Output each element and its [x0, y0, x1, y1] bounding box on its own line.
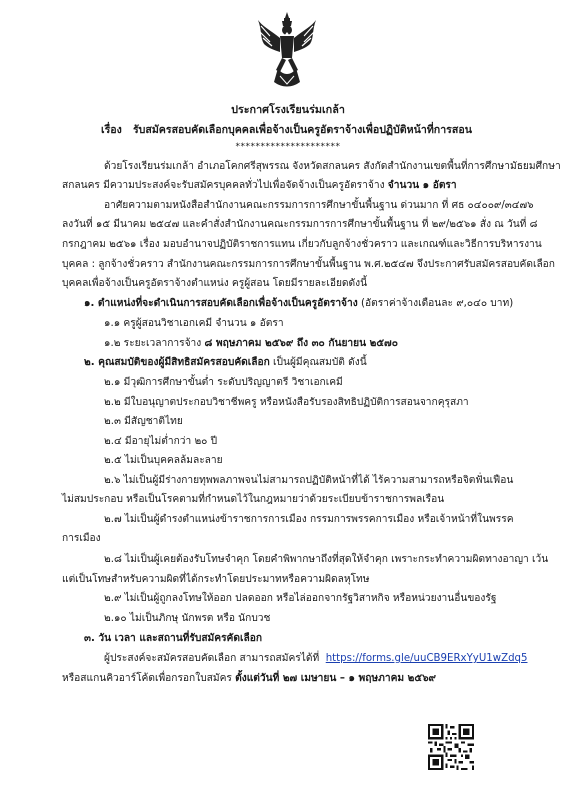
section2-heading [84, 356, 367, 370]
qualification-item: ๒.๕ ไม่เป็นบุคคลล้มละลาย [104, 455, 223, 466]
intro-line-1: ด้วยโรงเรียนร่มเกล้า อำเภอโคกศรีสุพรรณ จังหวัดสกลนคร สังกัดสำนักงานเขตพื้นที่การศึกษามัธยมศึกษา [104, 161, 561, 172]
subject-prefix: เรื่อง [101, 124, 122, 136]
application-scan-text: หรือสแกนคิวอาร์โค้ดเพื่อกรอกใบสมัคร [62, 673, 232, 684]
section1-heading [84, 297, 513, 311]
qualification-item: ๒.๙ ไม่เป็นผู้ถูกลงโทษให้ออก ปลดออก หรือไล่ออกจากรัฐวิสาหกิจ หรือหน่วยงานอื่นของรัฐ [104, 593, 497, 604]
subject-line [101, 123, 472, 137]
qr-code-icon[interactable] [428, 724, 474, 770]
section2-heading-text: ๒. คุณสมบัติของผู้มีสิทธิสมัครสอบคัดเลือก [84, 357, 270, 368]
application-line-2 [62, 672, 436, 686]
subject-text: รับสมัครสอบคัดเลือกบุคคลเพื่อจ้างเป็นครูอัตราจ้างเพื่อปฏิบัติหน้าที่การสอน [132, 124, 472, 136]
qualification-item-cont: ไม่สมประกอบ หรือเป็นโรคตามที่กำหนดไว้ในกฎหมายว่าด้วยระเบียบข้าราชการพลเรือน [62, 494, 445, 505]
section1-heading-text: ๑. ตำแหน่งที่จะดำเนินการสอบคัดเลือกเพื่อจ้างเป็นครูอัตราจ้าง [84, 298, 358, 309]
qualification-item-cont: การเมือง [62, 533, 101, 544]
intro-p2-line-2: ลงวันที่ ๑๕ มีนาคม ๒๕๔๗ และคำสั่งสำนักงานคณะกรรมการการศึกษาขั้นพื้นฐาน ที่ ๒๙/๒๕๖๑ สั่ง ณ วันที่ ๘ [62, 219, 538, 230]
application-dates: ตั้งแต่วันที่ ๒๗ เมษายน – ๑ พฤษภาคม ๒๕๖๙ [235, 673, 436, 684]
qualification-item: ๒.๗ ไม่เป็นผู้ดำรงตำแหน่งข้าราชการการเมือง กรรมการพรรคการเมือง หรือเจ้าหน้าที่ในพรรค [104, 514, 514, 525]
intro-p2-line-4: บุคคล : ลูกจ้างชั่วคราว สำนักงานคณะกรรมการการศึกษาขั้นพื้นฐาน พ.ศ.๒๕๔๗ จึงประกาศรับสมัครสอบคัดเลือก [62, 259, 555, 270]
application-text: ผู้ประสงค์จะสมัครสอบคัดเลือก สามารถสมัครได้ที่ [104, 653, 320, 664]
intro-line-2 [62, 179, 457, 193]
intro-p2-line-1: อาศัยความตามหนังสือสำนักงานคณะกรรมการการศึกษาขั้นพื้นฐาน ด่วนมาก ที่ ศธ ๐๔๐๐๙/๓๔๗๖ [104, 200, 534, 211]
qualification-item: ๒.๖ ไม่เป็นผู้มีร่างกายทุพพลภาพจนไม่สามารถปฏิบัติหน้าที่ได้ ไร้ความสามารถหรือจิตฟั่นเฟือน [104, 475, 514, 486]
intro-text: สกลนคร มีความประสงค์จะรับสมัครบุคคลทั่วไปเพื่อจัดจ้างเป็นครูอัตราจ้าง [62, 180, 385, 191]
qualification-item-cont: แต่เป็นโทษสำหรับความผิดที่ได้กระทำโดยประมาทหรือความผิดลหุโทษ [62, 574, 370, 585]
intro-p2-line-3: กรกฎาคม ๒๕๖๑ เรื่อง มอบอำนาจปฏิบัติราชการแทน เกี่ยวกับลูกจ้างชั่วคราว และเกณฑ์และวิธีการบริหารงาน [62, 239, 542, 250]
employment-period-label: ๑.๒ ระยะเวลาการจ้าง [104, 338, 202, 349]
section1-item-2 [104, 337, 398, 351]
employment-period-dates: ๘ พฤษภาคม ๒๕๖๙ ถึง ๓๐ กันยายน ๒๕๗๐ [204, 338, 398, 349]
qualification-item: ๒.๒ มีใบอนุญาตประกอบวิชาชีพครู หรือหนังสือรับรองสิทธิปฏิบัติการสอนจากคุรุสภา [104, 397, 469, 408]
intro-p2-line-5: บุคคลเพื่อจ้างเป็นครูอัตราจ้างตำแหน่ง ครูผู้สอน โดยมีรายละเอียดดังนี้ [62, 278, 368, 289]
intro-quota: จำนวน ๑ อัตรา [387, 180, 457, 191]
section1-wage-note: (อัตราค่าจ้างเดือนละ ๙,๐๔๐ บาท) [360, 298, 514, 309]
application-line-1 [104, 652, 528, 666]
qualification-item: ๒.๘ ไม่เป็นผู้เคยต้องรับโทษจำคุก โดยคำพิพากษาถึงที่สุดให้จำคุก เพราะกระทำความผิดทางอาญา เว้น [104, 554, 549, 565]
separator: ********************* [235, 142, 341, 152]
qualification-item: ๒.๑๐ ไม่เป็นภิกษุ นักพรต หรือ นักบวช [104, 613, 271, 624]
qualification-item: ๒.๑ มีวุฒิการศึกษาขั้นต่ำ ระดับปริญญาตรี วิชาเอกเคมี [104, 377, 343, 388]
qualification-item: ๒.๓ มีสัญชาติไทย [104, 416, 183, 427]
section1-item-1: ๑.๑ ครูผู้สอนวิชาเอกเคมี จำนวน ๑ อัตรา [104, 318, 284, 329]
section3-heading: ๓. วัน เวลา และสถานที่รับสมัครคัดเลือก [84, 633, 262, 644]
announcement-title: ประกาศโรงเรียนร่มเกล้า [231, 103, 345, 116]
qualification-item: ๒.๔ มีอายุไม่ต่ำกว่า ๒๐ ปี [104, 436, 218, 447]
section2-heading-note: เป็นผู้มีคุณสมบัติ ดังนี้ [273, 357, 367, 368]
garuda-emblem-icon [256, 10, 318, 88]
application-form-link[interactable]: https://forms.gle/uuCB9ERxYyU1wZdq5 [325, 653, 528, 664]
